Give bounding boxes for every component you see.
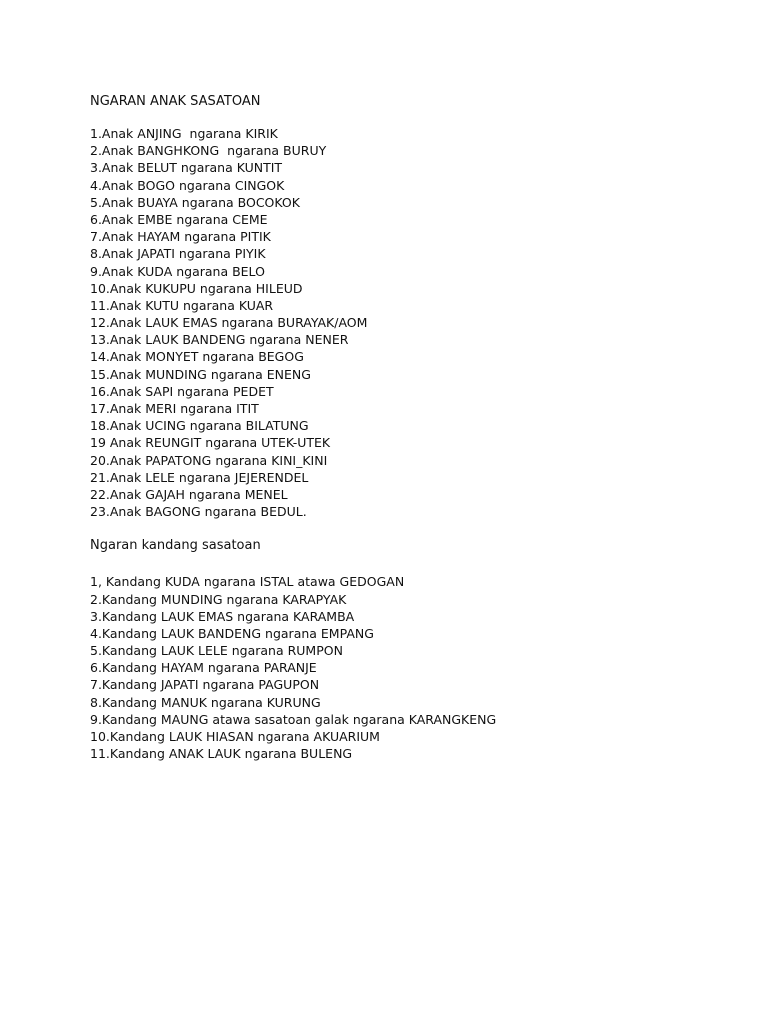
section1-title: NGARAN ANAK SASATOAN xyxy=(90,94,261,109)
list-item: 23.Anak BAGONG ngarana BEDUL. xyxy=(90,504,307,520)
list-item: 9.Anak KUDA ngarana BELO xyxy=(90,263,265,279)
list-item: 1.Anak ANJING ngarana KIRIK xyxy=(90,126,278,141)
list-item: 10.Anak KUKUPU ngarana HILEUD xyxy=(90,280,303,296)
animal-young-names-list xyxy=(90,125,730,520)
list-item: 11.Anak KUTU ngarana KUAR xyxy=(90,297,274,313)
list-item: 15.Anak MUNDING ngarana ENENG xyxy=(90,366,311,382)
list-item: 13.Anak LAUK BANDENG ngarana NENER xyxy=(90,332,349,348)
list-item: 3.Anak BELUT ngarana KUNTIT xyxy=(90,160,283,176)
document-page xyxy=(90,93,730,762)
list-item: 9.Kandang MAUNG atawa sasatoan galak ngarana KARANGKENG xyxy=(90,711,497,727)
section2-title: Ngaran kandang sasatoan xyxy=(90,538,261,554)
list-item: 17.Anak MERI ngarana ITIT xyxy=(90,401,259,416)
spacer xyxy=(90,520,730,537)
list-item: 20.Anak PAPATONG ngarana KINI_KINI xyxy=(90,452,328,468)
spacer xyxy=(90,110,730,125)
list-item: 16.Anak SAPI ngarana PEDET xyxy=(90,383,274,399)
list-item: 14.Anak MONYET ngarana BEGOG xyxy=(90,349,304,365)
list-item: 5.Kandang LAUK LELE ngarana RUMPON xyxy=(90,643,343,659)
list-item: 4.Kandang LAUK BANDENG ngarana EMPANG xyxy=(90,625,374,641)
list-item: 5.Anak BUAYA ngarana BOCOKOK xyxy=(90,194,300,210)
list-item: 21.Anak LELE ngarana JEJERENDEL xyxy=(90,469,309,485)
list-item: 10.Kandang LAUK HIASAN ngarana AKUARIUM xyxy=(90,729,380,744)
list-item: 8.Kandang MANUK ngarana KURUNG xyxy=(90,694,321,710)
list-item: 11.Kandang ANAK LAUK ngarana BULENG xyxy=(90,746,353,762)
list-item: 18.Anak UCING ngarana BILATUNG xyxy=(90,418,309,434)
list-item: 2.Anak BANGHKONG ngarana BURUY xyxy=(90,143,327,159)
spacer xyxy=(90,554,730,573)
list-item: 12.Anak LAUK EMAS ngarana BURAYAK/AOM xyxy=(90,315,368,331)
list-item: 7.Kandang JAPATI ngarana PAGUPON xyxy=(90,677,320,693)
list-item: 2.Kandang MUNDING ngarana KARAPYAK xyxy=(90,591,347,607)
list-item: 6.Kandang HAYAM ngarana PARANJE xyxy=(90,660,317,676)
list-item: 22.Anak GAJAH ngarana MENEL xyxy=(90,486,288,502)
list-item: 1, Kandang KUDA ngarana ISTAL atawa GEDOGAN xyxy=(90,574,405,590)
list-item: 8.Anak JAPATI ngarana PIYIK xyxy=(90,246,266,262)
list-item: 3.Kandang LAUK EMAS ngarana KARAMBA xyxy=(90,608,355,624)
list-item: 6.Anak EMBE ngarana CEME xyxy=(90,211,268,227)
list-item: 7.Anak HAYAM ngarana PITIK xyxy=(90,229,271,245)
list-item: 19 Anak REUNGIT ngarana UTEK-UTEK xyxy=(90,435,331,451)
animal-pen-names-list xyxy=(90,573,730,762)
list-item: 4.Anak BOGO ngarana CINGOK xyxy=(90,177,285,193)
